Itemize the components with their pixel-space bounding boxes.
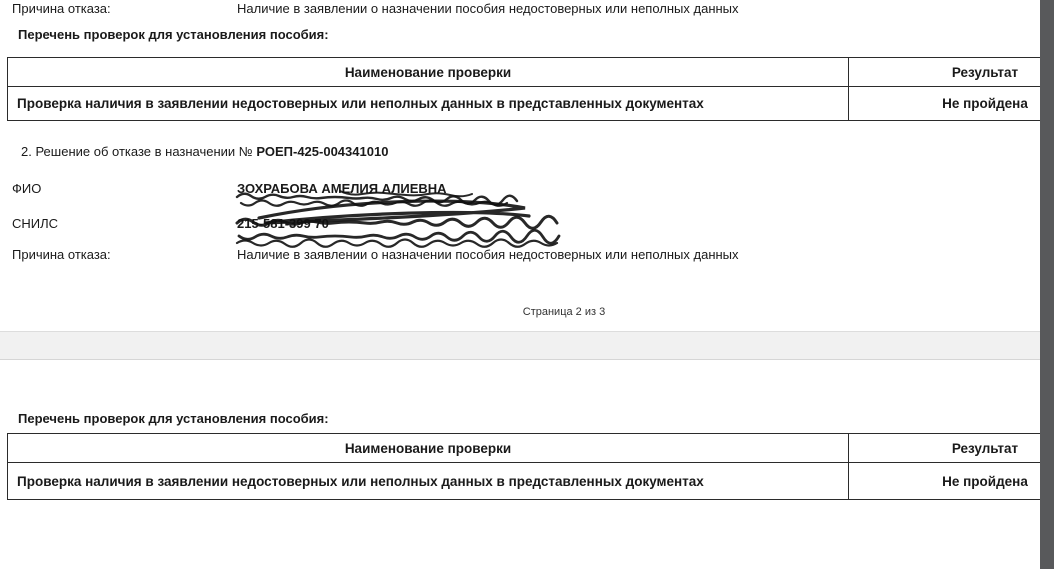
- column-header-check-name: Наименование проверки: [8, 434, 849, 463]
- reason-value-top: Наличие в заявлении о назначении пособия недостоверных или неполных данных: [237, 1, 739, 16]
- table-row: [8, 463, 1041, 500]
- check-result-cell: Не пройдена: [849, 463, 1041, 500]
- check-result-cell: Не пройдена: [849, 87, 1041, 121]
- checks-table-page3: [7, 433, 1040, 500]
- column-header-result: Результат: [849, 58, 1041, 87]
- column-header-result: Результат: [849, 434, 1041, 463]
- reason-value-bottom: Наличие в заявлении о назначении пособия недостоверных или неполных данных: [237, 247, 739, 262]
- check-name-cell: Проверка наличия в заявлении недостоверных или неполных данных в представленных документах: [8, 87, 849, 121]
- fio-label: ФИО: [12, 181, 42, 196]
- checks-title-page2: Перечень проверок для установления пособия:: [18, 27, 329, 42]
- checks-table-page2: [7, 57, 1040, 121]
- snils-value: 215-581-399 70: [237, 216, 329, 231]
- page-number-footer: Страница 2 из 3: [522, 306, 606, 318]
- table-row: [8, 87, 1041, 121]
- decision-prefix: 2. Решение об отказе в назначении №: [21, 144, 257, 159]
- reason-label-bottom: Причина отказа:: [12, 247, 111, 262]
- decision-line: [21, 144, 388, 160]
- fio-value: ЗОХРАБОВА АМЕЛИЯ АЛИЕВНА: [237, 181, 447, 196]
- table-header-row: [8, 434, 1041, 463]
- column-header-check-name: Наименование проверки: [8, 58, 849, 87]
- redaction-scribble-icon: [225, 176, 590, 256]
- snils-label: СНИЛС: [12, 216, 59, 231]
- page-gap-divider: [0, 331, 1040, 360]
- table-header-row: [8, 58, 1041, 87]
- decision-number: РОЕП-425-004341010: [256, 144, 389, 159]
- checks-title-page3: Перечень проверок для установления пособия:: [18, 411, 329, 426]
- reason-label-top: Причина отказа:: [12, 1, 111, 16]
- check-name-cell: Проверка наличия в заявлении недостоверных или неполных данных в представленных документах: [8, 463, 849, 500]
- scrollbar-track[interactable]: [1040, 0, 1054, 569]
